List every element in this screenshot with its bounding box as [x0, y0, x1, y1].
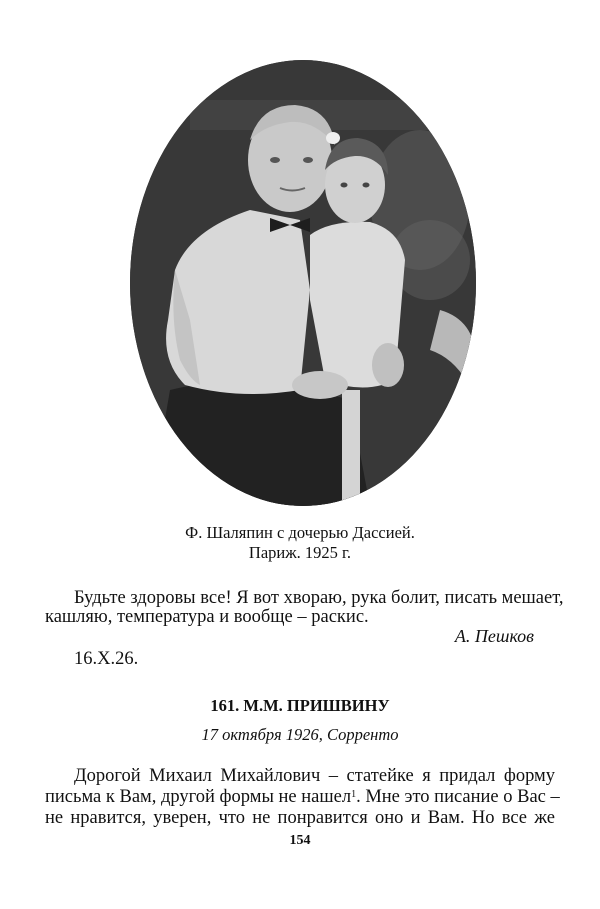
letter-body-line-2-b: . Мне это писание о Вас –: [356, 787, 560, 807]
signature: А. Пешков: [454, 626, 534, 646]
portrait-illustration: [130, 60, 476, 506]
photo-caption-line-1: Ф. Шаляпин с дочерью Дассией.: [185, 523, 415, 542]
letter-body-line-1: Дорогой Михаил Михайлович – статейке я придал форму: [74, 766, 555, 786]
closing-date: 16.X.26.: [74, 649, 139, 669]
photo-caption-line-2: Париж. 1925 г.: [248, 543, 352, 562]
letter-date-place: 17 октября 1926, Сорренто: [201, 725, 399, 744]
portrait-photo: [130, 60, 476, 506]
closing-text-line-2: кашляю, температура и вообще – раскис.: [45, 607, 369, 627]
footnote-marker[interactable]: 1: [351, 789, 357, 800]
letter-body-line-2-a: письма к Вам, другой формы не нашел: [45, 787, 352, 807]
page-number: 154: [289, 833, 311, 848]
letter-body-line-3: не нравится, уверен, что не понравится оно и Вам. Но все же: [45, 808, 555, 828]
letter-body-line-2: [45, 786, 560, 808]
letter-heading: 161. М.М. ПРИШВИНУ: [210, 696, 390, 715]
closing-text-line-1: Будьте здоровы все! Я вот хвораю, рука болит, писать мешает,: [74, 588, 564, 608]
